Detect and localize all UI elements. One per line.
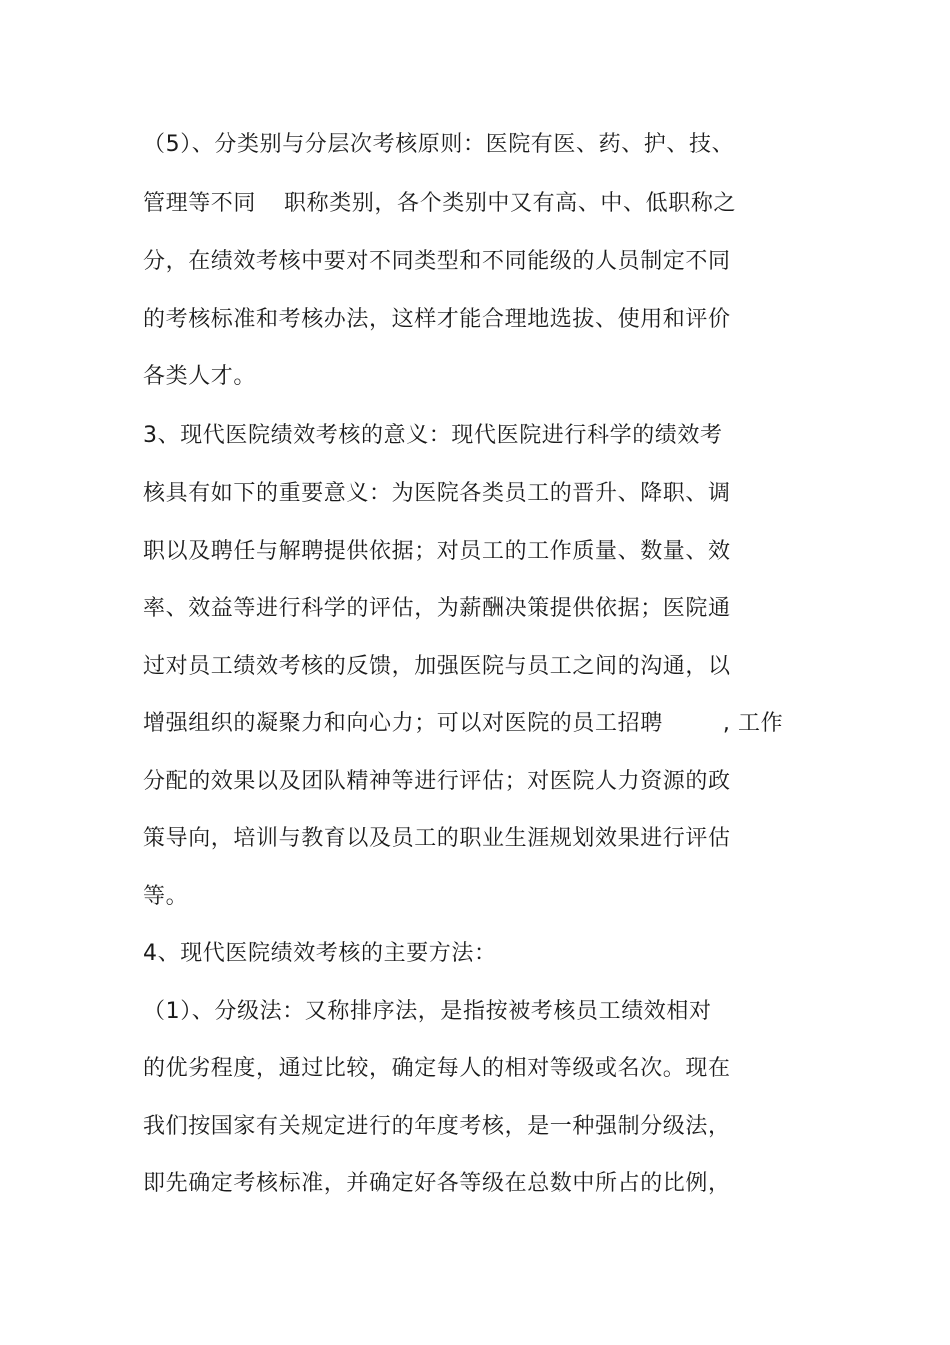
text-segment: 的优劣程度，通过比较，确定每人的相对等级或名次。现在 <box>143 1056 731 1081</box>
text-line <box>143 189 736 219</box>
text-segment: 等。 <box>143 884 189 909</box>
text-line <box>143 824 731 854</box>
text-line <box>143 305 731 335</box>
text-segment: 即先确定考核标准，并确定好各等级在总数中所占的比例， <box>143 1171 731 1196</box>
text-line <box>143 882 188 912</box>
text-line <box>143 1112 731 1142</box>
text-segment: 各类人才。 <box>143 364 257 389</box>
text-line <box>143 537 731 567</box>
text-segment: , 工作 <box>722 711 784 736</box>
text-line <box>143 652 731 682</box>
text-segment: （5）、分类别与分层次考核原则：医院有医、药、护、技、 <box>143 132 735 157</box>
text-line <box>143 709 783 739</box>
text-segment: 的考核标准和考核办法，这样才能合理地选拔、使用和评价 <box>143 307 731 332</box>
section-heading-line <box>143 939 497 969</box>
section-heading-line <box>143 421 723 451</box>
text-line <box>143 594 731 624</box>
text-segment: 管理等不同 <box>143 191 257 216</box>
text-line <box>143 997 712 1027</box>
text-segment: 分配的效果以及团队精神等进行评估；对医院人力资源的政 <box>143 769 731 794</box>
text-line <box>143 247 731 277</box>
text-segment: 率、效益等进行科学的评估，为薪酬决策提供依据；医院通 <box>143 596 731 621</box>
text-segment: 职称类别，各个类别中又有高、中、低职称之 <box>284 191 737 216</box>
text-segment: 我们按国家有关规定进行的年度考核，是一种强制分级法， <box>143 1114 731 1139</box>
text-segment: 核具有如下的重要意义：为医院各类员工的晋升、降职、调 <box>143 481 731 506</box>
text-line <box>143 479 731 509</box>
text-segment: 策导向，培训与教育以及员工的职业生涯规划效果进行评估 <box>143 826 731 851</box>
text-segment: 增强组织的凝聚力和向心力；可以对医院的员工招聘 <box>143 711 663 736</box>
text-segment: 职以及聘任与解聘提供依据；对员工的工作质量、数量、效 <box>143 539 731 564</box>
text-segment: （1）、分级法：又称排序法，是指按被考核员工绩效相对 <box>143 999 712 1024</box>
text-line <box>143 362 256 392</box>
text-line <box>143 767 731 797</box>
text-line <box>143 1169 731 1199</box>
text-line <box>143 1054 731 1084</box>
text-segment: 分，在绩效考核中要对不同类型和不同能级的人员制定不同 <box>143 249 731 274</box>
text-segment: 3、现代医院绩效考核的意义：现代医院进行科学的绩效考 <box>143 423 723 448</box>
text-segment: 过对员工绩效考核的反馈，加强医院与员工之间的沟通，以 <box>143 654 731 679</box>
text-segment: 4、现代医院绩效考核的主要方法： <box>143 941 497 966</box>
text-line <box>143 130 734 160</box>
